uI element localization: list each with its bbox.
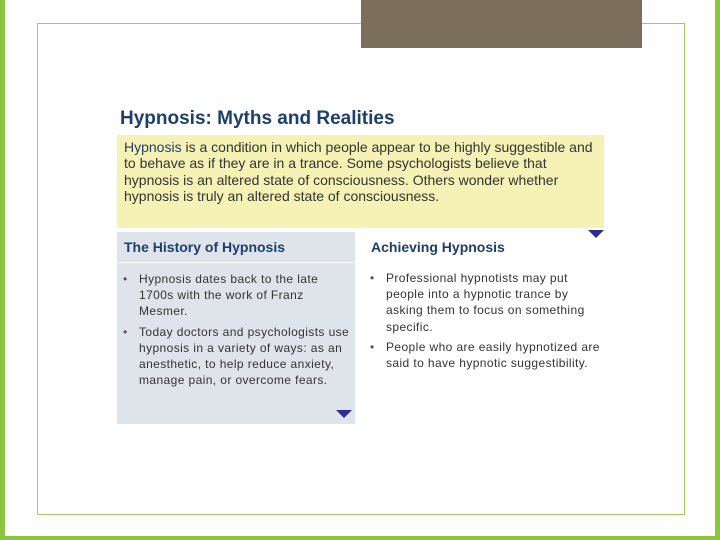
history-heading: The History of Hypnosis	[124, 239, 286, 255]
history-list	[119, 271, 351, 392]
decorative-header-block	[361, 0, 642, 48]
slide-title: Hypnosis: Myths and Realities	[120, 108, 395, 129]
expand-definition-arrow-icon[interactable]	[588, 230, 604, 238]
achieving-heading: Achieving Hypnosis	[371, 239, 505, 255]
definition-text: is a condition in which people appear to be highly suggestible and to behave as if they are in a trance. Some psychologists believe that hypnosis is an altered state of consciousness. Others wonder whether hypnosis is truly an altered state of consciousness.	[124, 139, 593, 205]
list-item: • People who are easily hypnotized are said to have hypnotic suggestibility.	[366, 339, 601, 371]
list-item: • Professional hypnotists may put people into a hypnotic trance by asking them to focus on something specific.	[366, 270, 601, 335]
achieving-list	[366, 270, 601, 375]
history-divider	[117, 262, 355, 263]
definition-term: Hypnosis	[124, 139, 182, 155]
list-item: • Hypnosis dates back to the late 1700s with the work of Franz Mesmer.	[119, 271, 351, 320]
definition-box	[117, 135, 604, 228]
expand-history-arrow-icon[interactable]	[336, 410, 352, 418]
list-item: • Today doctors and psychologists use hypnosis in a variety of ways: as an anesthetic, to help reduce anxiety, manage pain, or overcome fears.	[119, 324, 351, 389]
